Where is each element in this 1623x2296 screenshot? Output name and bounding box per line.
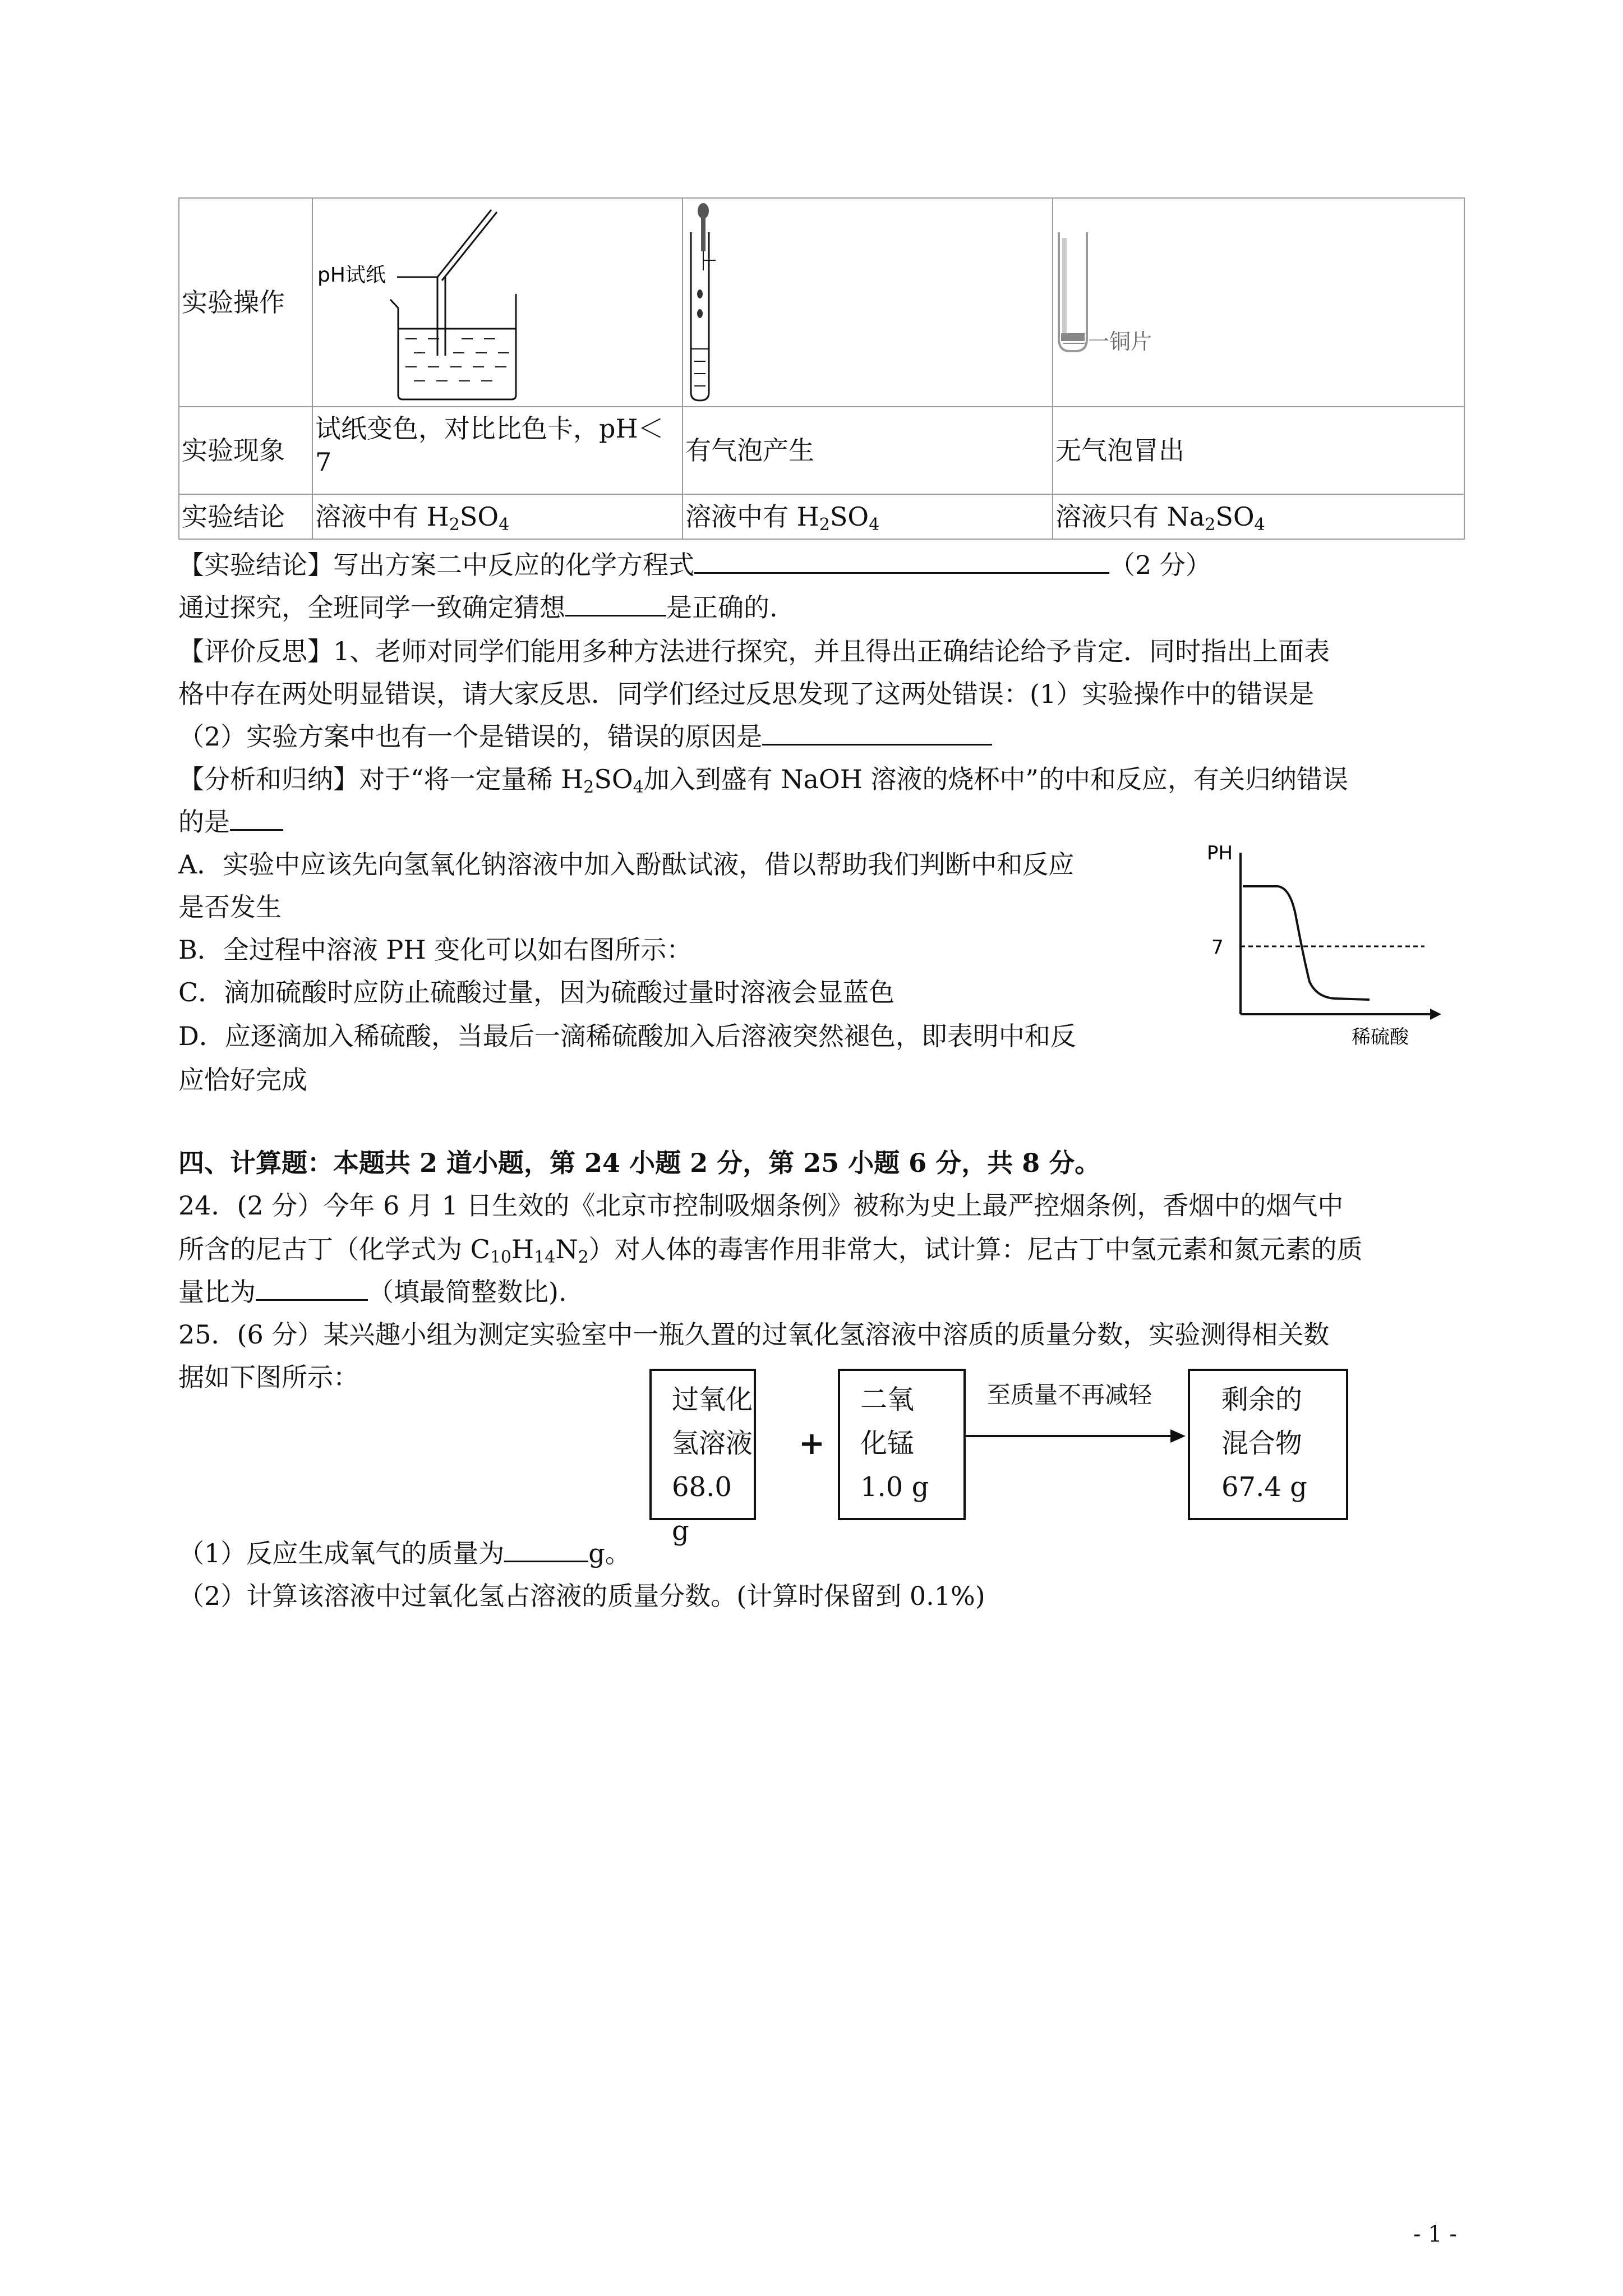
hypothesis-line: 通过探究，全班同学一致确定猜想 是正确的.	[178, 586, 778, 629]
ph-paper-label: pH试纸	[317, 264, 386, 287]
beaker-ph-paper-figure	[313, 199, 683, 406]
reaction-arrow-icon	[966, 1425, 1190, 1447]
ph-axis-label: PH	[1207, 842, 1233, 864]
answer-blank[interactable]	[694, 543, 1109, 574]
beaker-figure-cell	[312, 198, 683, 407]
plus-sign: +	[799, 1425, 825, 1462]
option-d-cont: 应恰好完成	[178, 1065, 307, 1095]
dropper-figure-cell	[683, 198, 1053, 407]
q25-sub-2: （2）计算该溶液中过氧化氢占溶液的质量分数。(计算时保留到 0.1%)	[178, 1581, 985, 1611]
table-row	[179, 494, 1464, 539]
reflection-line-2: 格中存在两处明显错误，请大家反思．同学们经过反思发现了这两处错误：(1）实验操作中的错误是	[178, 679, 1315, 709]
phenomenon-cell: 无气泡冒出	[1053, 407, 1464, 494]
ph-tick-7: 7	[1211, 936, 1224, 959]
conclusion-cell: 溶液只有 $Na_2SO_4$	[1053, 494, 1464, 539]
metal-piece-label: 一铜片	[1088, 329, 1152, 354]
remaining-mixture-box: 剩余的 混合物 67.4 g	[1188, 1369, 1348, 1520]
answer-blank[interactable]	[256, 1270, 368, 1301]
phenomenon-cell: 试纸变色，对比比色卡，pH＜7	[312, 407, 683, 494]
q24-line-3: 量比为 （填最简整数比).	[178, 1270, 567, 1314]
arrow-label: 至质量不再减轻	[987, 1381, 1152, 1409]
test-tube-figure-cell	[1053, 198, 1464, 407]
q24-line-1: 24．(2 分）今年 6 月 1 日生效的《北京市控制吸烟条例》被称为史上最严控烟条例，香烟中的烟气中	[178, 1190, 1344, 1221]
row-header: 实验结论	[179, 494, 312, 539]
q24-line-2: 所含的尼古丁（化学式为 $C_{10}H_{14}N_2$）对人体的毒害作用非常大，试计算：尼古丁中氢元素和氮元素的质	[178, 1234, 1363, 1267]
analysis-line: 【分析和归纳】对于“将一定量稀 $H_2SO_4$加入到盛有 NaOH 溶液的烧杯中”的中和反应，有关归纳错误	[178, 764, 1348, 797]
conclusion-cell: 溶液中有 $H_2SO_4$	[683, 494, 1053, 539]
section-heading: 四、计算题：本题共 2 道小题，第 24 小题 2 分，第 25 小题 6 分，共 8 分。	[178, 1148, 1101, 1178]
answer-blank[interactable]	[565, 586, 666, 616]
reflection-line-3: （2）实验方案中也有一个是错误的，错误的原因是	[178, 715, 992, 758]
conclusion-line: 【实验结论】写出方案二中反应的化学方程式 （2 分）	[178, 543, 1211, 587]
option-a-cont: 是否发生	[178, 892, 282, 922]
table-row	[179, 198, 1464, 407]
answer-blank[interactable]	[230, 800, 283, 831]
reflection-line-1: 【评价反思】1、老师对同学们能用多种方法进行探究，并且得出正确结论给予肯定．同时指出上面表	[178, 636, 1330, 666]
x-axis-label: 稀硫酸	[1352, 1026, 1409, 1048]
option-a: A．实验中应该先向氢氧化钠溶液中加入酚酞试液，借以帮助我们判断中和反应	[178, 849, 1075, 880]
phenomenon-cell: 有气泡产生	[683, 407, 1053, 494]
row-header: 实验现象	[179, 407, 312, 494]
test-tube-metal-figure	[1053, 199, 1465, 406]
hydrogen-peroxide-box: 过氧化 氢溶液 68.0 g	[649, 1369, 756, 1520]
experiment-table	[178, 197, 1465, 540]
answer-blank[interactable]	[762, 715, 992, 746]
page-number: - 1 -	[1413, 2221, 1457, 2247]
q25-line-2: 据如下图所示：	[178, 1362, 359, 1392]
q25-sub-1: （1）反应生成氧气的质量为 g。	[178, 1531, 631, 1575]
ph-curve-figure	[1195, 830, 1453, 1055]
option-d: D．应逐滴加入稀硫酸，当最后一滴稀硫酸加入后溶液突然褪色，即表明中和反	[178, 1021, 1076, 1051]
option-b: B．全过程中溶液 PH 变化可以如右图所示：	[178, 935, 693, 965]
analysis-line-2: 的是	[178, 800, 283, 844]
table-row	[179, 407, 1464, 494]
row-header: 实验操作	[179, 198, 312, 407]
conclusion-cell: 溶液中有 $H_2SO_4$	[312, 494, 683, 539]
option-c: C．滴加硫酸时应防止硫酸过量，因为硫酸过量时溶液会显蓝色	[178, 977, 895, 1007]
dropper-test-tube-figure	[683, 199, 1053, 406]
q25-line-1: 25．(6 分）某兴趣小组为测定实验室中一瓶久置的过氧化氢溶液中溶质的质量分数，实验测得相关数	[178, 1319, 1330, 1350]
answer-blank[interactable]	[504, 1531, 588, 1562]
manganese-dioxide-box: 二氧 化锰 1.0 g	[838, 1369, 966, 1520]
